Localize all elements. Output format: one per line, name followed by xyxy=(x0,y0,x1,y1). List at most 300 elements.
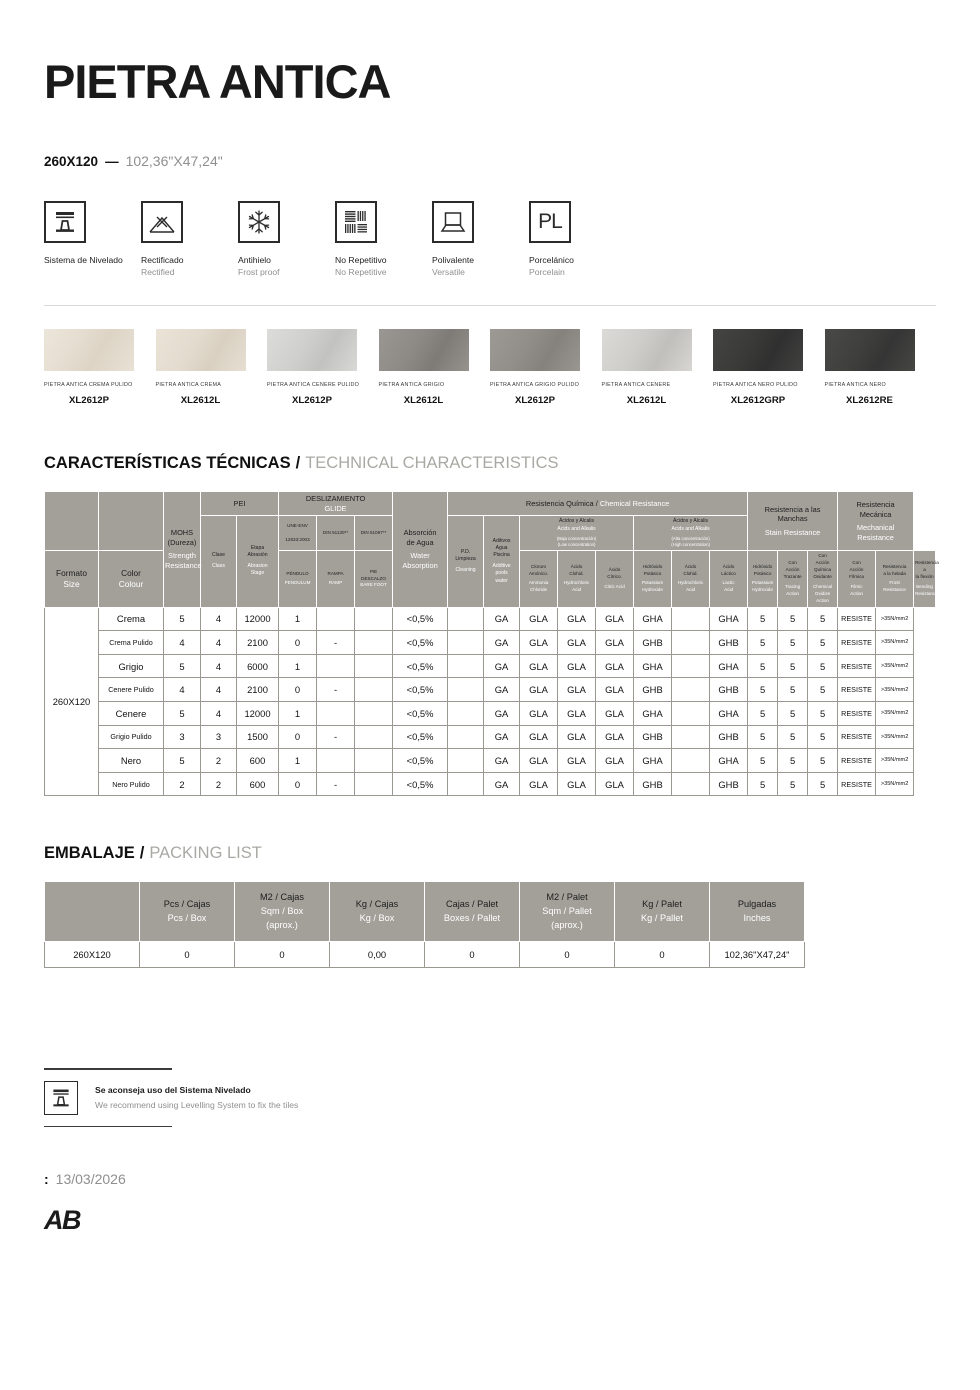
cell-filmic: 5 xyxy=(808,678,838,702)
cell-water-absorption: <0,5% xyxy=(393,725,448,749)
th-citric-acid: Ácido Cítrico. Citric Acid xyxy=(596,551,634,607)
cell-bending: >35N/mm2 xyxy=(876,701,914,725)
cell-koh-high: GHB xyxy=(710,631,748,655)
technical-section-heading xyxy=(44,454,936,473)
cell-koh-low: GLA xyxy=(596,701,634,725)
cell-pd-cleaning: GA xyxy=(484,772,520,796)
cell-packing-format: 260X120 xyxy=(45,942,140,968)
cell-mohs: 4 xyxy=(164,678,201,702)
cell-filmic: 5 xyxy=(808,654,838,678)
cell-pendulum: 0 xyxy=(279,631,317,655)
cell-barefoot xyxy=(355,701,393,725)
cell-hcl-low: GLA xyxy=(520,631,558,655)
cell-tracing: 5 xyxy=(748,725,778,749)
th-bare-foot: PIE DESCALZO BARE FOOT xyxy=(355,551,393,607)
cell-oxidize: 5 xyxy=(778,725,808,749)
cell-class: 4 xyxy=(201,654,237,678)
cell-kg-pallet: 0 xyxy=(615,942,710,968)
cell-class: 4 xyxy=(201,678,237,702)
cell-barefoot xyxy=(355,749,393,773)
cell-hcl-low: GLA xyxy=(520,701,558,725)
cell-hcl-low: GLA xyxy=(520,654,558,678)
cell-ammonia-chloride xyxy=(448,725,484,749)
heading-slash: / xyxy=(139,844,145,863)
cell-tracing: 5 xyxy=(748,701,778,725)
table-row xyxy=(45,749,936,773)
swatch-item[interactable] xyxy=(379,329,489,406)
cell-citric: GLA xyxy=(558,678,596,702)
th-sqm-pallet: M2 / Palet Sqm / Pallet (aprox.) xyxy=(520,882,615,942)
cell-tracing: 5 xyxy=(748,772,778,796)
cell-koh-low: GLA xyxy=(596,654,634,678)
cell-bending: >35N/mm2 xyxy=(876,678,914,702)
cell-hcl-high: GHA xyxy=(634,749,672,773)
cell-koh-high: GHB xyxy=(710,725,748,749)
cell-koh-low: GLA xyxy=(596,749,634,773)
th-std-din-51097: DIN 51097** xyxy=(355,516,393,551)
cell-oxidize: 5 xyxy=(778,772,808,796)
cell-hcl-high: GHB xyxy=(634,772,672,796)
cell-frost: RESISTE xyxy=(838,749,876,773)
feature-label xyxy=(238,254,334,279)
cell-filmic: 5 xyxy=(808,749,838,773)
cell-pd-cleaning: GA xyxy=(484,607,520,631)
feature-label xyxy=(432,254,528,279)
swatch-image xyxy=(602,329,692,371)
th-filmic-action: Con Acción Fílmica Filmic Action xyxy=(838,551,876,607)
swatch-code: XL2612L xyxy=(626,394,667,406)
cell-abrasion: 6000 xyxy=(237,654,279,678)
feature-label-es: Polivalente xyxy=(432,255,475,265)
cell-abrasion: 12000 xyxy=(237,607,279,631)
cell-citric: GLA xyxy=(558,701,596,725)
cell-abrasion: 600 xyxy=(237,772,279,796)
cell-lactic xyxy=(672,631,710,655)
th-kg-pallet: Kg / Palet Kg / Pallet xyxy=(615,882,710,942)
th-glide: DESLIZAMIENTO GLIDE xyxy=(279,491,393,515)
cell-ramp: - xyxy=(317,678,355,702)
th-mohs: MOHS (Dureza) Strength Resistance xyxy=(164,491,201,607)
cell-koh-low: GLA xyxy=(596,631,634,655)
cell-filmic: 5 xyxy=(808,725,838,749)
cell-koh-low: GLA xyxy=(596,607,634,631)
cell-pendulum: 0 xyxy=(279,678,317,702)
versatile-icon xyxy=(432,201,474,243)
swatch-image xyxy=(825,329,915,371)
swatch-name: PIETRA ANTICA CREMA PULIDO xyxy=(44,381,133,388)
table-row xyxy=(45,725,936,749)
th-hydrochloric-acid-low: Ácido Clohid. Hydrochloric Acid xyxy=(558,551,596,607)
th-potassium-hydroxide-high: Hidróxido Potásico Potassium Hydroxide xyxy=(748,551,778,607)
table-row xyxy=(45,607,936,631)
feature-label xyxy=(44,254,140,266)
feature-no-repetitive xyxy=(335,201,431,279)
swatch-item[interactable] xyxy=(713,329,823,406)
cell-koh-high: GHA xyxy=(710,749,748,773)
th-pcs-box: Pcs / Cajas Pcs / Box xyxy=(140,882,235,942)
packing-heading-en: PACKING LIST xyxy=(149,844,262,863)
cell-filmic: 5 xyxy=(808,772,838,796)
cell-pendulum: 0 xyxy=(279,725,317,749)
cell-hcl-low: GLA xyxy=(520,725,558,749)
cell-filmic: 5 xyxy=(808,607,838,631)
note-text xyxy=(95,1083,298,1113)
cell-koh-high: GHB xyxy=(710,678,748,702)
note-text-en: We recommend using Levelling System to fix the tiles xyxy=(95,1099,299,1110)
th-colour-spacer xyxy=(99,491,164,550)
th-pei: PEI xyxy=(201,491,279,515)
th-pendulum: PÉNDULO PENDULUM xyxy=(279,551,317,607)
cell-koh-high: GHA xyxy=(710,701,748,725)
th-abrasion-stage: Etapa Abrasión Abrasion Stage xyxy=(237,516,279,607)
cell-lactic xyxy=(672,749,710,773)
cell-hcl-high: GHA xyxy=(634,607,672,631)
cell-koh-low: GLA xyxy=(596,772,634,796)
cell-citric: GLA xyxy=(558,654,596,678)
cell-ammonia-chloride xyxy=(448,631,484,655)
size-metric: 260X120 xyxy=(44,154,99,169)
th-chemical-oxidize-action: Con Acción Química Oxidante Chemical Oxidize Action xyxy=(808,551,838,607)
feature-label-es: Sistema de Nivelado xyxy=(44,255,123,265)
cell-ramp: - xyxy=(317,725,355,749)
feature-frost-proof xyxy=(238,201,334,279)
th-frost-resistance: Resistencia a la helada Frost Resistance xyxy=(876,551,914,607)
cell-ammonia-chloride xyxy=(448,654,484,678)
feature-levelling-system xyxy=(44,201,140,279)
table-header-row-1 xyxy=(45,491,936,515)
cell-bending: >35N/mm2 xyxy=(876,725,914,749)
swatch-name: PIETRA ANTICA NERO PULIDO xyxy=(713,381,798,388)
cell-filmic: 5 xyxy=(808,631,838,655)
cell-water-absorption: <0,5% xyxy=(393,749,448,773)
cell-koh-high: GHB xyxy=(710,772,748,796)
packing-row xyxy=(45,942,805,968)
cell-abrasion: 600 xyxy=(237,749,279,773)
th-sqm-box: M2 / Cajas Sqm / Box (aprox.) xyxy=(235,882,330,942)
cell-mohs: 4 xyxy=(164,631,201,655)
cell-koh-high: GHA xyxy=(710,654,748,678)
table-row xyxy=(45,654,936,678)
feature-label xyxy=(141,254,237,279)
feature-label xyxy=(529,254,625,279)
feature-icon-row xyxy=(44,201,936,279)
cell-mohs: 2 xyxy=(164,772,201,796)
date-value: 13/03/2026 xyxy=(55,1171,126,1188)
cell-lactic xyxy=(672,725,710,749)
cell-oxidize: 5 xyxy=(778,701,808,725)
cell-mohs: 5 xyxy=(164,654,201,678)
cell-hcl-low: GLA xyxy=(520,607,558,631)
swatch-code: XL2612L xyxy=(403,394,444,406)
swatch-code: XL2612P xyxy=(291,394,332,406)
cell-frost: RESISTE xyxy=(838,772,876,796)
swatch-image xyxy=(490,329,580,371)
swatch-name: PIETRA ANTICA GRIGIO PULIDO xyxy=(490,381,580,388)
feature-versatile xyxy=(432,201,528,279)
th-pool-additives: Aditivos Agua Piscina Additive pools water xyxy=(484,516,520,607)
size-line xyxy=(44,153,936,169)
feature-label-es: Porcelánico xyxy=(529,255,574,265)
cell-tracing: 5 xyxy=(748,607,778,631)
cell-ramp xyxy=(317,607,355,631)
cell-pendulum: 1 xyxy=(279,607,317,631)
cell-water-absorption: <0,5% xyxy=(393,772,448,796)
note-text-es: Se aconseja uso del Sistema Nivelado xyxy=(95,1084,251,1095)
cell-lactic xyxy=(672,772,710,796)
cell-barefoot xyxy=(355,654,393,678)
levelling-recommendation-note xyxy=(44,1070,936,1126)
cell-hcl-high: GHB xyxy=(634,725,672,749)
footer-section xyxy=(44,1068,936,1236)
cell-hcl-high: GHB xyxy=(634,678,672,702)
cell-pd-cleaning: GA xyxy=(484,654,520,678)
levelling-system-icon xyxy=(44,1081,78,1115)
size-inches: 102,36"X47,24" xyxy=(125,153,223,169)
cell-colour: Crema Pulido xyxy=(99,631,164,655)
cell-bending: >35N/mm2 xyxy=(876,772,914,796)
th-kg-box: Kg / Cajas Kg / Box xyxy=(330,882,425,942)
cell-water-absorption: <0,5% xyxy=(393,607,448,631)
cell-colour: Cenere xyxy=(99,701,164,725)
cell-hcl-low: GLA xyxy=(520,749,558,773)
cell-koh-high: GHA xyxy=(710,607,748,631)
cell-frost: RESISTE xyxy=(838,678,876,702)
swatch-item[interactable] xyxy=(156,329,266,406)
cell-sqm-pallet: 0 xyxy=(520,942,615,968)
cell-class: 4 xyxy=(201,607,237,631)
date-line xyxy=(44,1171,936,1187)
swatch-code: XL2612L xyxy=(180,394,221,406)
cell-lactic xyxy=(672,701,710,725)
feature-label-en: Rectified xyxy=(141,267,175,278)
th-class: Clase Class xyxy=(201,516,237,607)
swatch-item[interactable] xyxy=(490,329,600,406)
cell-barefoot xyxy=(355,631,393,655)
cell-ammonia-chloride xyxy=(448,772,484,796)
th-mechanical-resistance: Resistencia Mecánica Mechanical Resistance xyxy=(838,491,914,550)
cell-ramp: - xyxy=(317,631,355,655)
swatch-name: PIETRA ANTICA CENERE xyxy=(601,381,671,388)
cell-oxidize: 5 xyxy=(778,678,808,702)
feature-rectified xyxy=(141,201,237,279)
cell-citric: GLA xyxy=(558,772,596,796)
cell-koh-low: GLA xyxy=(596,725,634,749)
size-dash: — xyxy=(105,154,119,169)
th-chemical-resistance: Resistencia Química / Chemical Resistance xyxy=(448,491,748,515)
cell-class: 2 xyxy=(201,772,237,796)
cell-ammonia-chloride xyxy=(448,749,484,773)
cell-class: 4 xyxy=(201,701,237,725)
cell-colour: Cenere Pulido xyxy=(99,678,164,702)
swatch-item[interactable] xyxy=(825,329,935,406)
cell-inches: 102,36"X47,24" xyxy=(710,942,805,968)
swatch-name: PIETRA ANTICA NERO xyxy=(824,381,886,388)
brand-logo: AB xyxy=(44,1205,80,1236)
feature-label-en: No Repetitive xyxy=(335,267,387,278)
swatch-image xyxy=(44,329,134,371)
heading-slash: / xyxy=(295,453,301,472)
th-acids-high-concentration: Ácidos y Alcalis Acids and Alkalis (Alta concentración) (High concentration) xyxy=(634,516,748,551)
cell-frost: RESISTE xyxy=(838,725,876,749)
th-boxes-pallet: Cajas / Palet Boxes / Pallet xyxy=(425,882,520,942)
swatch-image xyxy=(379,329,469,371)
table-row xyxy=(45,772,936,796)
technical-table-body xyxy=(45,607,936,796)
cell-pendulum: 1 xyxy=(279,654,317,678)
packing-heading-es: EMBALAJE xyxy=(44,844,135,863)
cell-mohs: 5 xyxy=(164,607,201,631)
cell-abrasion: 2100 xyxy=(237,631,279,655)
no-repetitive-icon xyxy=(335,201,377,243)
th-stain-resistance: Resistencia a las Manchas Stain Resistance xyxy=(748,491,838,550)
rectified-icon xyxy=(141,201,183,243)
cell-abrasion: 1500 xyxy=(237,725,279,749)
swatch-item[interactable] xyxy=(602,329,712,406)
cell-pendulum: 1 xyxy=(279,749,317,773)
cell-hcl-high: GHB xyxy=(634,631,672,655)
cell-frost: RESISTE xyxy=(838,654,876,678)
technical-heading-es: CARACTERÍSTICAS TÉCNICAS xyxy=(44,453,291,472)
cell-colour: Nero xyxy=(99,749,164,773)
th-colour: Color Colour xyxy=(99,551,164,607)
th-potassium-hydroxide-low: Hidróxido Potásico Potassium Hydroxide xyxy=(634,551,672,607)
cell-bending: >35N/mm2 xyxy=(876,749,914,773)
cell-ramp xyxy=(317,654,355,678)
cell-pd-cleaning: GA xyxy=(484,725,520,749)
th-std-din-51130: DIN 51130** xyxy=(317,516,355,551)
cell-oxidize: 5 xyxy=(778,631,808,655)
cell-class: 4 xyxy=(201,631,237,655)
feature-label-es: Rectificado xyxy=(141,255,184,265)
cell-frost: RESISTE xyxy=(838,701,876,725)
cell-mohs: 5 xyxy=(164,749,201,773)
cell-citric: GLA xyxy=(558,631,596,655)
feature-label-en: Versatile xyxy=(432,267,465,278)
th-bending-resistance: Resistencia a la flexión Bending Resistance xyxy=(914,551,936,607)
cell-oxidize: 5 xyxy=(778,749,808,773)
cell-pd-cleaning: GA xyxy=(484,749,520,773)
cell-water-absorption: <0,5% xyxy=(393,654,448,678)
cell-barefoot xyxy=(355,772,393,796)
cell-sqm-box: 0 xyxy=(235,942,330,968)
cell-hcl-low: GLA xyxy=(520,772,558,796)
swatch-code: XL2612P xyxy=(68,394,109,406)
cell-pd-cleaning: GA xyxy=(484,678,520,702)
cell-bending: >35N/mm2 xyxy=(876,607,914,631)
swatch-item[interactable] xyxy=(267,329,377,406)
cell-format: 260X120 xyxy=(45,607,99,796)
feature-label-en: Porcelain xyxy=(529,267,565,278)
cell-ammonia-chloride xyxy=(448,701,484,725)
cell-abrasion: 12000 xyxy=(237,701,279,725)
feature-porcelain xyxy=(529,201,625,279)
cell-hcl-low: GLA xyxy=(520,678,558,702)
swatch-code: XL2612P xyxy=(514,394,555,406)
cell-hcl-high: GHA xyxy=(634,654,672,678)
levelling-system-icon xyxy=(44,201,86,243)
cell-water-absorption: <0,5% xyxy=(393,678,448,702)
swatch-item[interactable] xyxy=(44,329,154,406)
cell-barefoot xyxy=(355,607,393,631)
cell-tracing: 5 xyxy=(748,749,778,773)
cell-pendulum: 1 xyxy=(279,701,317,725)
cell-ammonia-chloride xyxy=(448,607,484,631)
th-ammonia-chloride: Cloruro Amónico. Ammonia Chloride xyxy=(520,551,558,607)
frost-proof-snowflake-icon xyxy=(238,201,280,243)
swatch-code: XL2612RE xyxy=(846,394,893,406)
th-hydrochloric-acid-high: Ácido Clohid. Hydrochloric Acid xyxy=(672,551,710,607)
table-row xyxy=(45,678,936,702)
swatch-name: PIETRA ANTICA CENERE PULIDO xyxy=(267,381,360,388)
cell-boxes-pallet: 0 xyxy=(425,942,520,968)
feature-label-es: No Repetitivo xyxy=(335,255,387,265)
porcelain-pl-icon: PL xyxy=(529,201,571,243)
cell-ramp: - xyxy=(317,772,355,796)
technical-characteristics-table xyxy=(44,491,939,796)
cell-pd-cleaning: GA xyxy=(484,701,520,725)
cell-class: 2 xyxy=(201,749,237,773)
cell-ammonia-chloride xyxy=(448,678,484,702)
cell-water-absorption: <0,5% xyxy=(393,631,448,655)
th-packing-blank xyxy=(45,882,140,942)
packing-section-heading xyxy=(44,844,936,863)
th-water-absorption: Absorción de Agua Water Absorption xyxy=(393,491,448,607)
cell-bending: >35N/mm2 xyxy=(876,654,914,678)
cell-citric: GLA xyxy=(558,749,596,773)
cell-tracing: 5 xyxy=(748,654,778,678)
cell-ramp xyxy=(317,701,355,725)
cell-pendulum: 0 xyxy=(279,772,317,796)
cell-lactic xyxy=(672,607,710,631)
packing-header-row xyxy=(45,882,805,942)
cell-hcl-high: GHA xyxy=(634,701,672,725)
cell-oxidize: 5 xyxy=(778,654,808,678)
cell-class: 3 xyxy=(201,725,237,749)
th-tracing-action: Con Acción Trazante Tracing Action xyxy=(778,551,808,607)
cell-mohs: 3 xyxy=(164,725,201,749)
cell-lactic xyxy=(672,678,710,702)
swatch-code: XL2612GRP xyxy=(730,394,786,406)
th-inches: Pulgadas Inches xyxy=(710,882,805,942)
cell-tracing: 5 xyxy=(748,678,778,702)
cell-tracing: 5 xyxy=(748,631,778,655)
technical-heading-en: TECHNICAL CHARACTERISTICS xyxy=(305,453,559,472)
cell-koh-low: GLA xyxy=(596,678,634,702)
divider xyxy=(44,305,936,306)
cell-frost: RESISTE xyxy=(838,631,876,655)
packing-list-table xyxy=(44,881,805,968)
cell-abrasion: 2100 xyxy=(237,678,279,702)
table-row xyxy=(45,631,936,655)
page-title: PIETRA ANTICA xyxy=(44,55,391,108)
cell-mohs: 5 xyxy=(164,701,201,725)
cell-water-absorption: <0,5% xyxy=(393,701,448,725)
cell-bending: >35N/mm2 xyxy=(876,631,914,655)
th-ramp: RAMPA RAMP xyxy=(317,551,355,607)
cell-lactic xyxy=(672,654,710,678)
cell-frost: RESISTE xyxy=(838,607,876,631)
th-format: Formato Size xyxy=(45,551,99,607)
cell-barefoot xyxy=(355,725,393,749)
cell-pd-cleaning: GA xyxy=(484,631,520,655)
cell-filmic: 5 xyxy=(808,701,838,725)
feature-label-en: Frost proof xyxy=(238,267,280,278)
th-std-une: UNE-ENV 12633:2003 xyxy=(279,516,317,551)
feature-label-es: Antihielo xyxy=(238,255,271,265)
table-row xyxy=(45,701,936,725)
feature-label xyxy=(335,254,431,279)
swatch-name: PIETRA ANTICA CREMA xyxy=(155,381,222,388)
